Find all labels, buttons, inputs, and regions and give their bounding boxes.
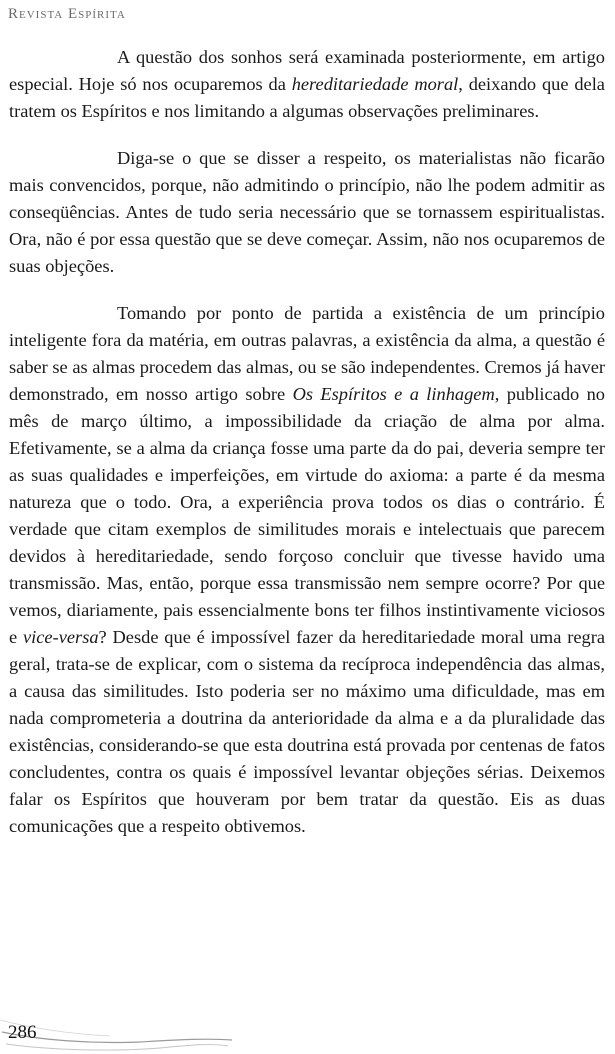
paragraph-3-text-2: , publicado no mês de março último, a impossibilidade da criação de alma por alma. Efetivamente, se a alma da criança fosse uma parte da do pai, deveria sempre ter as suas qualidades e imperfeições, em virtude do axioma: a parte é da mesma natureza que o todo. Ora, a experiência prova todos os dias o contrário. É verdade que citam exemplos de similitudes morais e intelectuais que parecem devidos à hereditariedade, sendo forçoso concluir que tivesse havido uma transmissão. Mas, então, porque essa transmissão nem sempre ocorre? Por que vemos, diariamente, pais essencialmente bons ter filhos instintivamente viciosos e [9, 384, 605, 647]
paragraph-2 [9, 145, 605, 280]
paragraph-3-italic-term: vice-versa [22, 627, 99, 647]
paragraph-2-text: Diga-se o que se disser a respeito, os materialistas não ficarão mais convencidos, porque, não admitindo o princípio, não lhe podem admitir as conseqüências. Antes de tudo seria necessário que se tornassem espiritualistas. Ora, não é por essa questão que se deve começar. Assim, não nos ocuparemos de suas objeções. [9, 148, 605, 276]
paragraph-1-text-2: , deixando que dela tratem os Espíritos e nos limitando a algumas observações preliminares. [9, 74, 605, 121]
page-number: 286 [8, 1022, 37, 1043]
paragraph-3-article-title: Os Espíritos e a linhagem [292, 384, 495, 404]
paragraph-1 [9, 44, 605, 125]
paragraph-1-italic-term: hereditariedade moral [291, 74, 459, 94]
body-text [9, 44, 605, 860]
paragraph-3 [9, 300, 605, 840]
paragraph-3-text-3: ? Desde que é impossível fazer da hereditariedade moral uma regra geral, trata-se de explicar, com o sistema da recíproca independência das almas, a causa das similitudes. Isto poderia ser no máximo uma dificuldade, mas em nada comprometeria a doutrina da anterioridade da alma e a da pluralidade das existências, considerando-se que esta doutrina está provada por centenas de fatos concludentes, contra os quais é impossível levantar objeções sérias. Deixemos falar os Espíritos que houveram por bem tratar da questão. Eis as duas comunicações que a respeito obtivemos. [9, 627, 605, 836]
paragraph-1-text-1: A questão dos sonhos será examinada posteriormente, em artigo especial. Hoje só nos ocuparemos da [9, 47, 605, 94]
running-header-title: Revista Espírita [8, 6, 126, 22]
paragraph-3-text-1: Tomando por ponto de partida a existência de um princípio inteligente fora da matéria, em outras palavras, a existência da alma, a questão é saber se as almas procedem das almas, ou se são independentes. Cremos já haver demonstrado, em nosso artigo sobre [9, 303, 605, 404]
